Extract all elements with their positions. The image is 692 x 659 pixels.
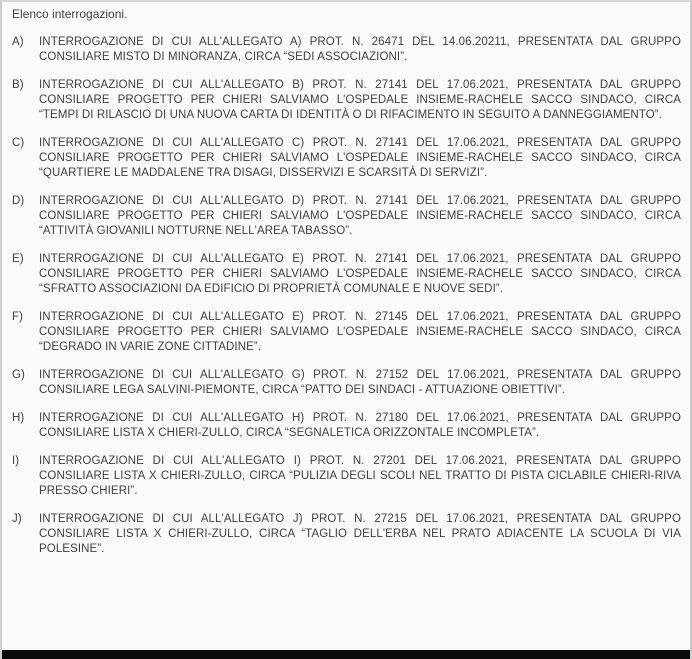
- list-item-c: [12, 136, 681, 181]
- item-text: INTERROGAZIONE DI CUI ALL'ALLEGATO H) PROT. N. 27180 DEL 17.06.2021, PRESENTATA DAL GRUPPO CONSILIARE LISTA X CHIERI-ZULLO, CIRCA “SEGNALETICA ORIZZONTALE INCOMPLETA”.: [39, 412, 681, 439]
- scan-artifact-bottom-bar: [2, 650, 690, 659]
- item-text: INTERROGAZIONE DI CUI ALL'ALLEGATO J) PROT. N. 27215 DEL 17.06.2021, PRESENTATA DAL GRUPPO CONSILIARE LISTA X CHIERI-ZULLO, CIRCA “TAGLIO DELL'ERBA NEL PRATO ADIACENTE LA SCUOLA DI VIA POLESINE”.: [39, 513, 681, 555]
- item-text: INTERROGAZIONE DI CUI ALL'ALLEGATO A) PROT. N. 26471 DEL 14.06.20211, PRESENTATA DAL GRUPPO CONSILIARE MISTO DI MINORANZA, CIRCA “SEDI ASSOCIAZIONI”.: [39, 36, 681, 63]
- item-text: INTERROGAZIONE DI CUI ALL'ALLEGATO E) PROT. N. 27141 DEL 17.06.2021, PRESENTATA DAL GRUPPO CONSILIARE PROGETTO PER CHIERI SALVIAMO L'OSPEDALE INSIEME-RACHELE SACCO SINDACO, CIRCA “SFRATTO ASSOCIAZIONI DA EDIFICIO DI PROPRIETÀ COMUNALE E NUOVE SEDI”.: [39, 253, 681, 295]
- document-heading: Elenco interrogazioni.: [12, 7, 128, 21]
- item-letter: C): [12, 137, 25, 149]
- item-letter: A): [12, 36, 24, 48]
- list-item-h: [12, 411, 681, 441]
- item-text: INTERROGAZIONE DI CUI ALL'ALLEGATO G) PROT. N. 27152 DEL 17.06.2021, PRESENTATA DAL GRUPPO CONSILIARE LEGA SALVINI-PIEMONTE, CIRCA “PATTO DEI SINDACI - ATTUAZIONE OBIETTIVI”.: [39, 369, 681, 396]
- list-item-e: [12, 252, 681, 297]
- list-item-g: [12, 368, 681, 398]
- item-text: INTERROGAZIONE DI CUI ALL'ALLEGATO I) PROT. N. 27201 DEL 17.06.2021, PRESENTATA DAL GRUPPO CONSILIARE LISTA X CHIERI-ZULLO, CIRCA “PULIZIA DEGLI SCOLI NEL TRATTO DI PISTA CICLABILE CHIERI-RIVA PRESSO CHIERI”.: [39, 455, 681, 497]
- item-letter: E): [12, 253, 24, 265]
- list-item-a: [12, 35, 681, 65]
- item-letter: J): [12, 513, 22, 525]
- list-item-d: [12, 194, 681, 239]
- item-letter: F): [12, 311, 24, 323]
- item-text: INTERROGAZIONE DI CUI ALL'ALLEGATO C) PROT. N. 27141 DEL 17.06.2021, PRESENTATA DAL GRUPPO CONSILIARE PROGETTO PER CHIERI SALVIAMO L'OSPEDALE INSIEME-RACHELE SACCO SINDACO, CIRCA “QUARTIERE LE MADDALENE TRA DISAGI, DISSERVIZI E SCARSITÀ DI SERVIZI”.: [39, 137, 681, 179]
- item-text: INTERROGAZIONE DI CUI ALL'ALLEGATO E) PROT. N. 27145 DEL 17.06.2021, PRESENTATA DAL GRUPPO CONSILIARE PROGETTO PER CHIERI SALVIAMO L'OSPEDALE INSIEME-RACHELE SACCO SINDACO, CIRCA “DEGRADO IN VARIE ZONE CITTADINE”.: [39, 311, 681, 353]
- item-letter: H): [12, 412, 25, 424]
- item-text: INTERROGAZIONE DI CUI ALL'ALLEGATO D) PROT. N. 27141 DEL 17.06.2021, PRESENTATA DAL GRUPPO CONSILIARE PROGETTO PER CHIERI SALVIAMO L'OSPEDALE INSIEME-RACHELE SACCO SINDACO, CIRCA “ATTIVITÀ GIOVANILI NOTTURNE NELL'AREA TABASSO”.: [39, 195, 681, 237]
- item-letter: D): [12, 195, 25, 207]
- list-item-f: [12, 310, 681, 355]
- list-item-b: [12, 78, 681, 123]
- item-text: INTERROGAZIONE DI CUI ALL'ALLEGATO B) PROT. N. 27141 DEL 17.06.2021, PRESENTATA DAL GRUPPO CONSILIARE PROGETTO PER CHIERI SALVIAMO L'OSPEDALE INSIEME-RACHELE SACCO SINDACO, CIRCA “TEMPI DI RILASCIO DI UNA NUOVA CARTA DI IDENTITÀ O DI RIFACIMENTO IN SEGUITO A DANNEGGIAMENTO”.: [39, 79, 681, 121]
- item-letter: B): [12, 79, 24, 91]
- list-item-j: [12, 512, 681, 557]
- item-letter: I): [12, 455, 20, 467]
- item-letter: G): [12, 369, 25, 381]
- list-item-i: [12, 454, 681, 499]
